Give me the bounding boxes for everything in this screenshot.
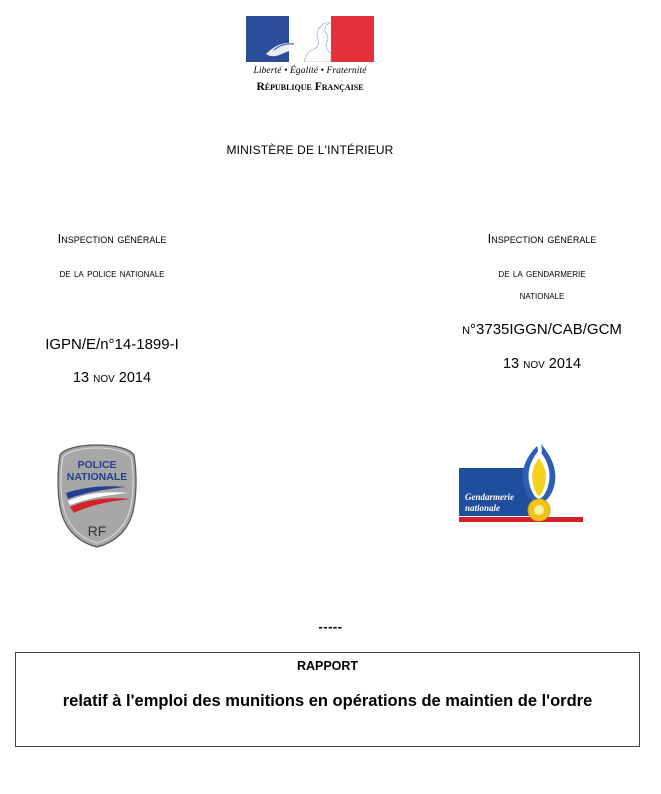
- iggn-line3: nationale: [519, 288, 565, 302]
- ministere-heading: MINISTÈRE DE L'INTÉRIEUR: [226, 143, 394, 157]
- separator-dashes: -----: [318, 619, 343, 634]
- republique-name: République Française: [256, 81, 364, 93]
- republique-francaise-logo: [246, 16, 374, 98]
- police-badge-monogram: RF: [87, 523, 107, 539]
- gendarmerie-nationale-logo: [457, 438, 583, 526]
- gendarmerie-line2: nationale: [465, 503, 501, 513]
- police-badge-line1: POLICE: [77, 459, 117, 471]
- iggn-reference: n°3735IGGN/CAB/GCM: [462, 321, 622, 338]
- republique-motto: Liberté • Égalité • Fraternité: [253, 66, 367, 76]
- igpn-date: 13 nov 2014: [72, 370, 152, 386]
- iggn-line1: Inspection générale: [487, 231, 597, 246]
- report-title: relatif à l'emploi des munitions en opérations de maintien de l'ordre: [62, 692, 593, 710]
- gendarmerie-line1: Gendarmerie: [465, 492, 514, 502]
- iggn-line2: de la gendarmerie: [498, 266, 586, 280]
- police-badge-line2: NATIONALE: [66, 471, 128, 483]
- igpn-reference: IGPN/E/n°14-1899-I: [45, 336, 179, 353]
- marianne-flag-icon: [246, 16, 374, 62]
- igpn-line1: Inspection générale: [57, 231, 167, 246]
- igpn-line2: de la police nationale: [59, 266, 165, 280]
- police-nationale-badge: [56, 443, 138, 549]
- report-title-box: [15, 652, 640, 747]
- report-label: RAPPORT: [296, 659, 359, 673]
- iggn-date: 13 nov 2014: [502, 356, 582, 372]
